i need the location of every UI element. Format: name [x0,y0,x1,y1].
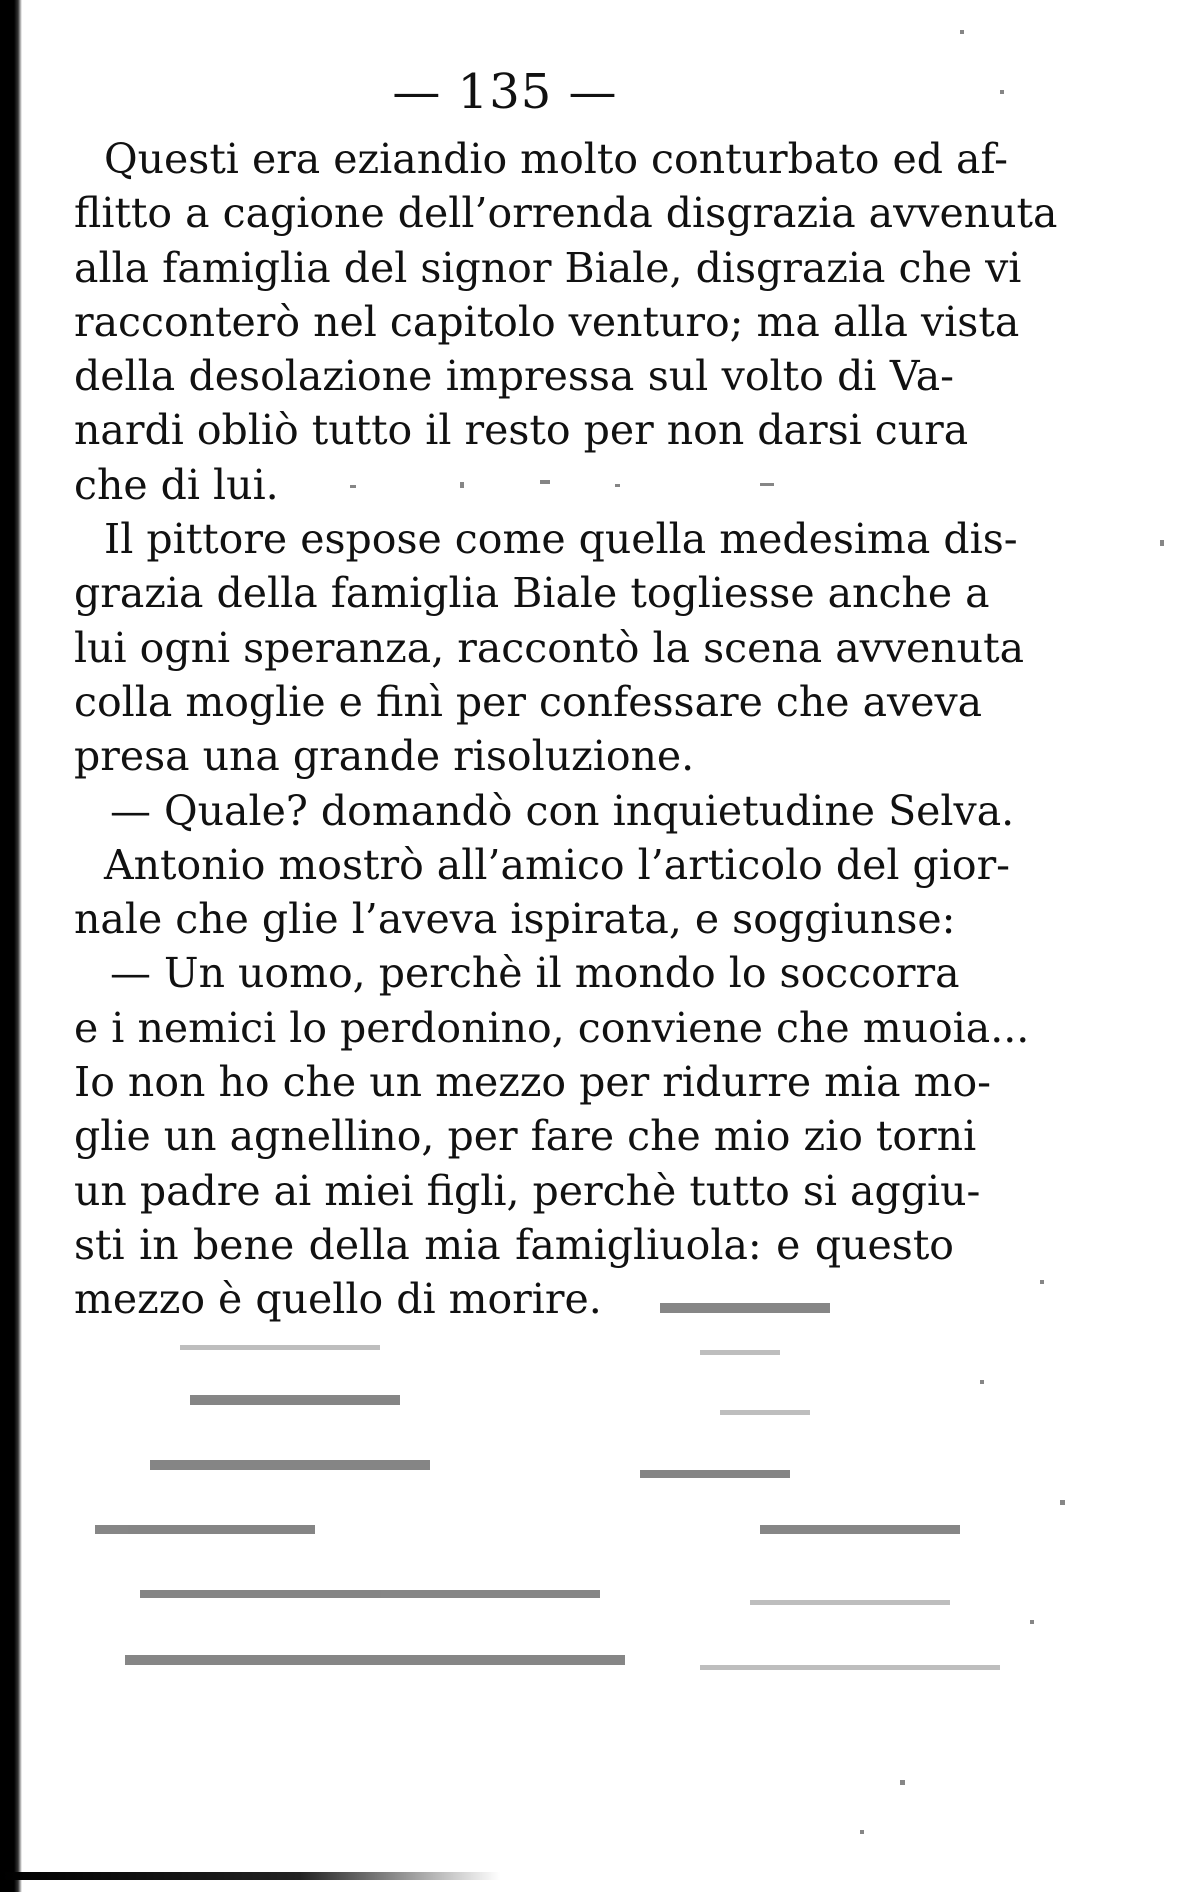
text-line: mezzo è quello di morire. [74,1275,602,1324]
text-line: sti in bene della mia famigliuola: e questo [74,1220,954,1269]
bottom-edge [0,1872,500,1880]
text-line: nardi obliò tutto il resto per non darsi cura [74,406,969,455]
text-line: glie un agnellino, per fare che mio zio torni [74,1112,977,1161]
text-line: — Quale? domandò con inquietudine Selva. [110,786,1015,835]
text-line: che di lui. [74,460,279,509]
text-line: colla moglie e finì per confessare che aveva [74,677,983,726]
text-line: Il pittore espose come quella medesima dis- [104,515,1018,564]
text-line: Questi era eziandio molto conturbato ed af- [104,135,1009,183]
text-line: racconterò nel capitolo venturo; ma alla vista [74,297,1020,346]
text-line: alla famiglia del signor Biale, disgrazia che vi [74,243,1022,292]
text-line: presa una grande risoluzione. [74,732,695,781]
text-line: e i nemici lo perdonino, conviene che muoia... [74,1003,1030,1052]
text-line: — Un uomo, perchè il mondo lo soccorra [110,949,960,998]
text-line: nale che glie l’aveva ispirata, e soggiunse: [74,895,956,944]
text-line: un padre ai miei figli, perchè tutto si aggiu- [74,1166,981,1215]
body-text [74,132,1058,1327]
text-line: grazia della famiglia Biale togliesse anche a [74,569,990,618]
page-number: — 135 — [392,64,618,120]
text-line: della desolazione impressa sul volto di Va- [74,352,954,401]
text-line: Antonio mostrò all’amico l’articolo del gior- [104,840,1011,889]
text-line: flitto a cagione dell’orrenda disgrazia avvenuta [74,189,1058,238]
text-line: Io non ho che un mezzo per ridurre mia mo- [74,1058,992,1107]
text-line: lui ogni speranza, raccontò la scena avvenuta [74,623,1025,672]
binding-edge [0,0,22,1892]
